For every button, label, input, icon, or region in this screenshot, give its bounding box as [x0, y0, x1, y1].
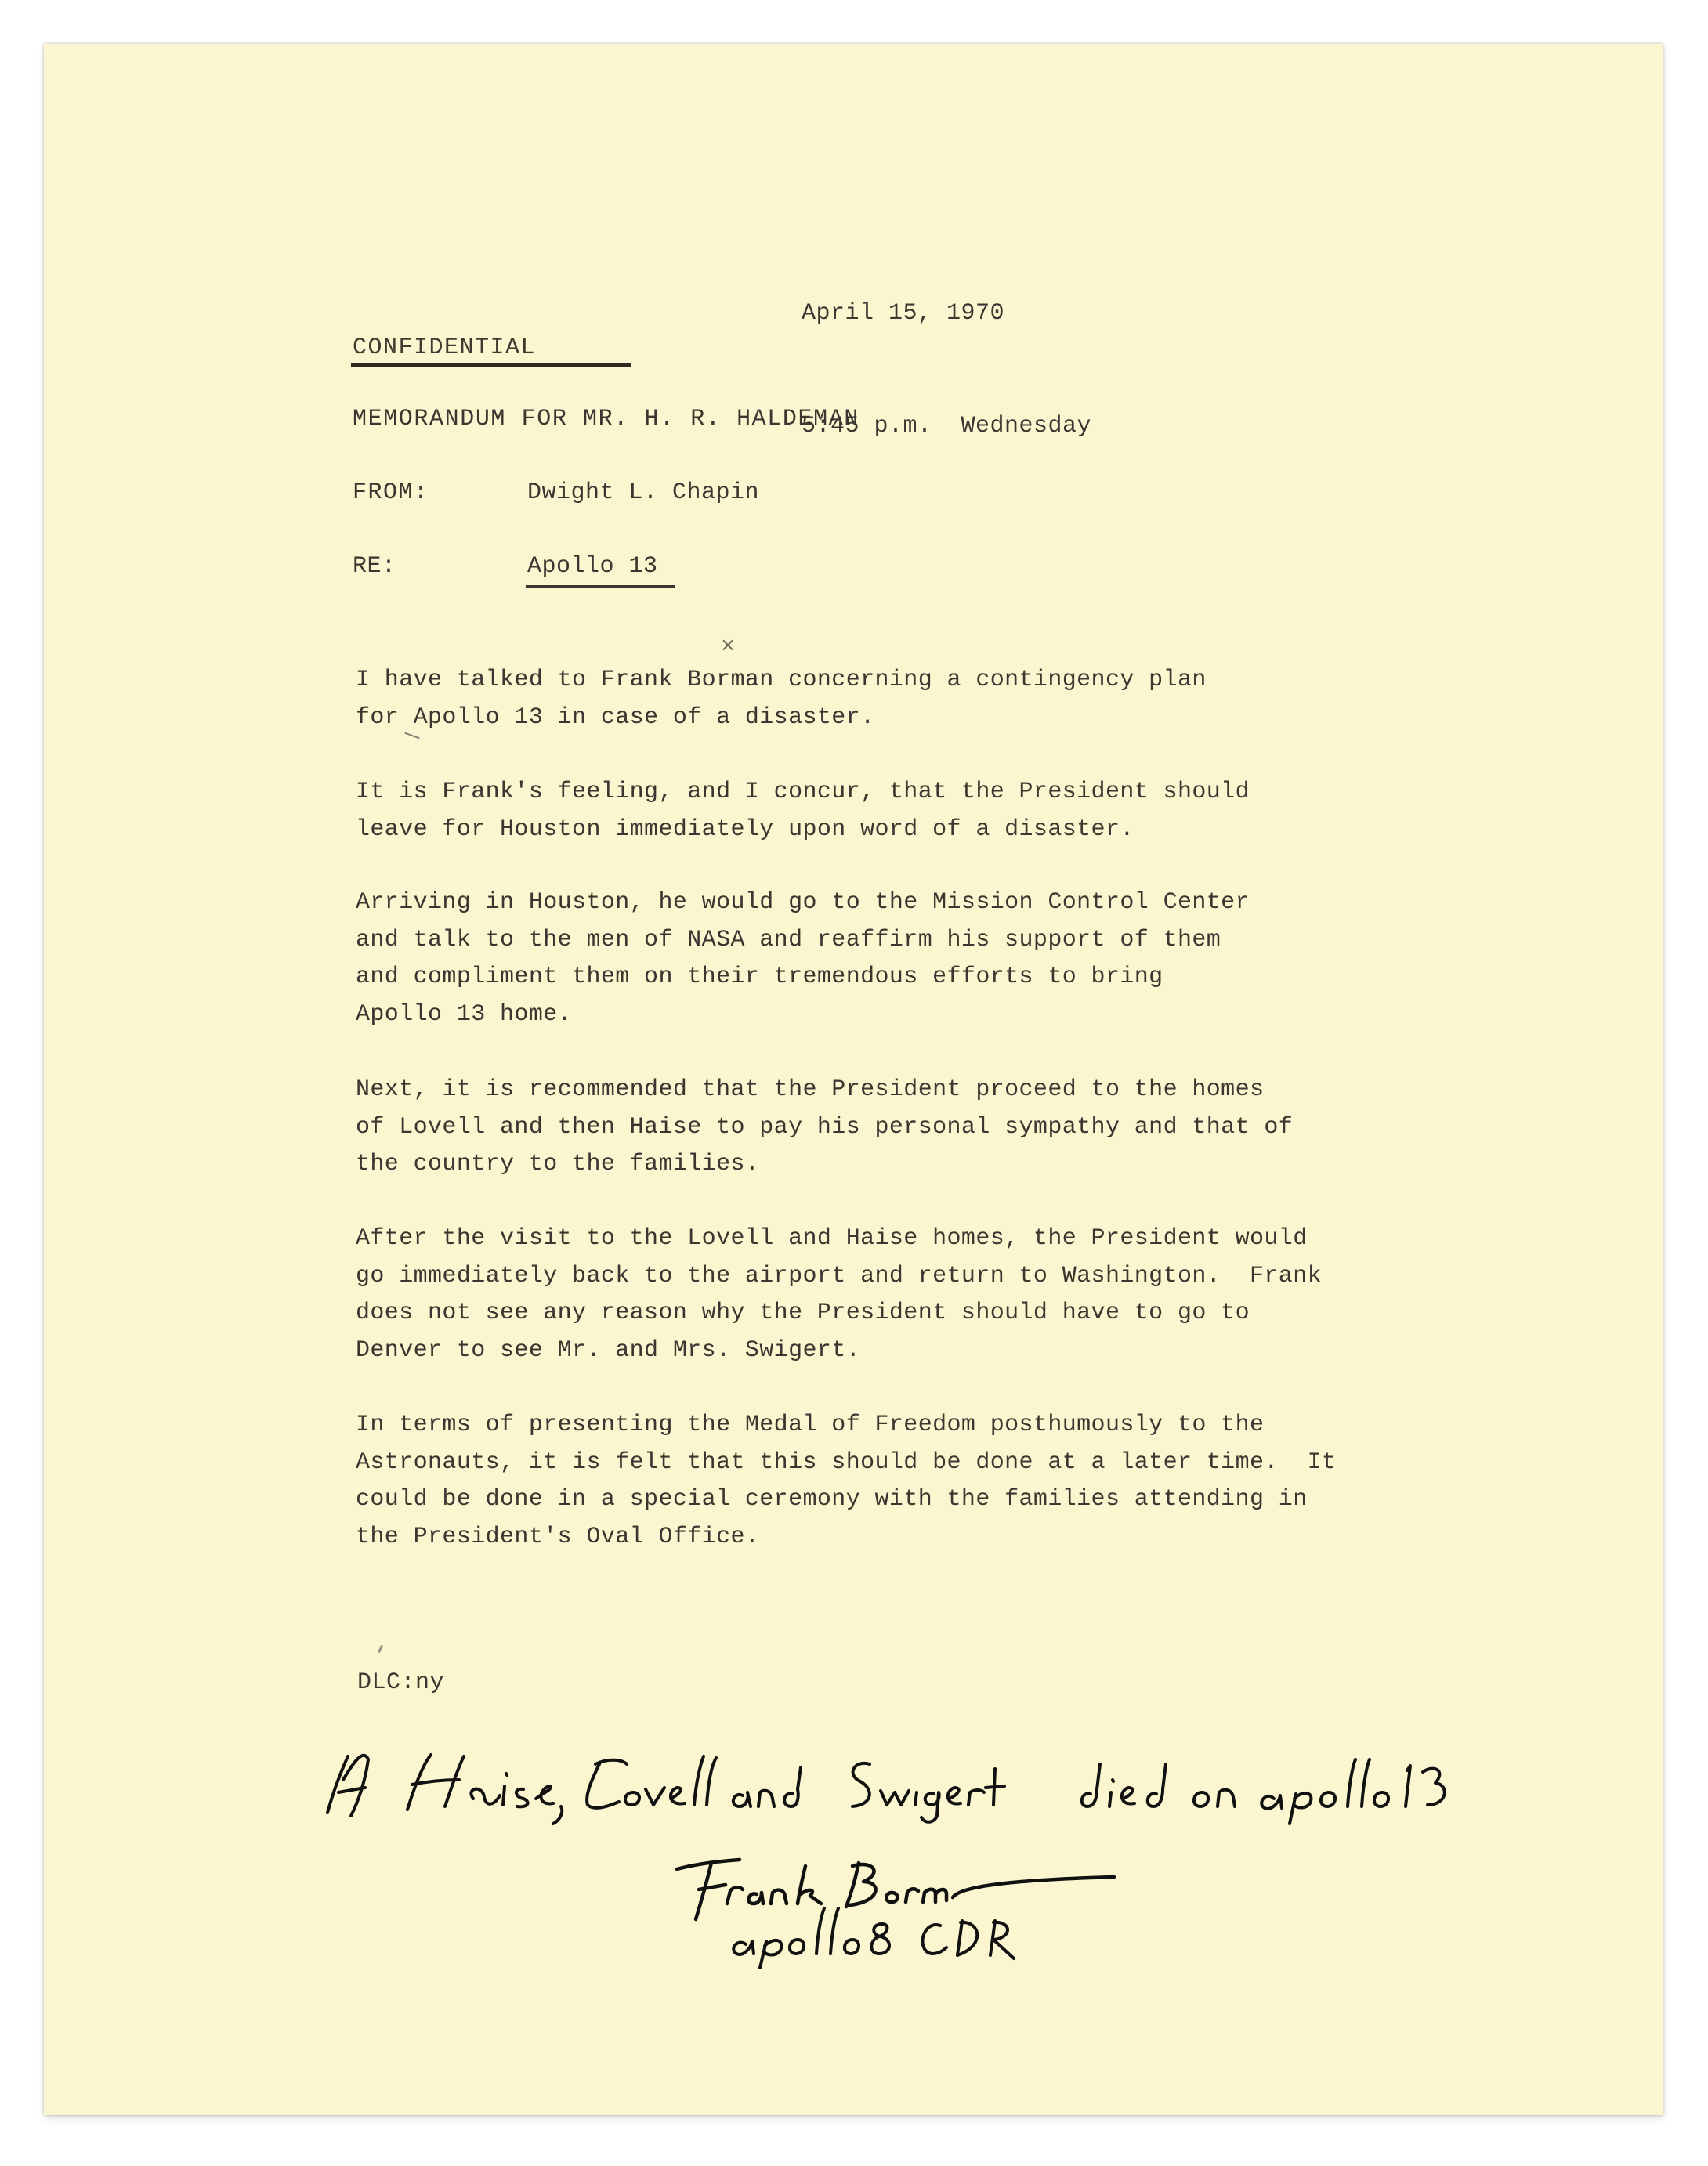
paragraph-line: and compliment them on their tremendous efforts to bring: [356, 964, 1163, 990]
paragraph-line: does not see any reason why the President should have to go to: [356, 1300, 1250, 1326]
x-mark: ×: [720, 634, 736, 656]
paragraph-line: for Apollo 13 in case of a disaster.: [356, 703, 875, 731]
memo-page: [44, 44, 1663, 2115]
signature: [677, 1860, 1114, 1919]
handwritten-inscription: [44, 44, 1663, 2115]
paragraph-line: Denver to see Mr. and Mrs. Swigert.: [356, 1336, 861, 1364]
paragraph-line: and talk to the men of NASA and reaffirm his support of them: [356, 926, 1221, 953]
typist-initials: DLC:ny: [357, 1669, 445, 1696]
re-label: RE:: [353, 553, 396, 580]
paragraph-line: After the visit to the Lovell and Haise homes, the President would: [356, 1225, 1308, 1252]
paragraph-line: It is Frank's feeling, and I concur, that the President should: [356, 779, 1250, 805]
from-name: Dwight L. Chapin: [527, 479, 760, 506]
paragraph-line: I have talked to Frank Borman concerning a contingency plan: [356, 667, 1207, 693]
paragraph-line: the country to the families.: [356, 1151, 760, 1177]
signature-title: [733, 1908, 1014, 1968]
memo-title: MEMORANDUM FOR MR. H. R. HALDEMAN: [353, 406, 859, 432]
from-label: FROM:: [353, 479, 429, 506]
paragraph-line: leave for Houston immediately upon word of a disaster.: [356, 815, 1134, 843]
paragraph-line: In terms of presenting the Medal of Freedom posthumously to the: [356, 1412, 1265, 1438]
memo-date: April 15, 1970: [802, 300, 1005, 327]
paragraph-line: Astronauts, it is felt that this should be done at a later time. It: [356, 1448, 1337, 1476]
memo-time: 5:45 p.m. Wednesday: [802, 413, 1092, 439]
paragraph-line: the President's Oval Office.: [356, 1523, 760, 1550]
paragraph-line: Next, it is recommended that the President proceed to the homes: [356, 1076, 1265, 1103]
paragraph-line: Apollo 13 home.: [356, 1000, 573, 1028]
paragraph-line: go immediately back to the airport and return to Washington. Frank: [356, 1262, 1322, 1289]
classification-label: CONFIDENTIAL: [353, 334, 537, 361]
re-subject: Apollo 13: [527, 553, 658, 580]
paragraph-line: of Lovell and then Haise to pay his personal sympathy and that of: [356, 1113, 1294, 1141]
paragraph-line: Arriving in Houston, he would go to the Mission Control Center: [356, 889, 1250, 916]
paragraph-line: could be done in a special ceremony with the families attending in: [356, 1486, 1308, 1513]
